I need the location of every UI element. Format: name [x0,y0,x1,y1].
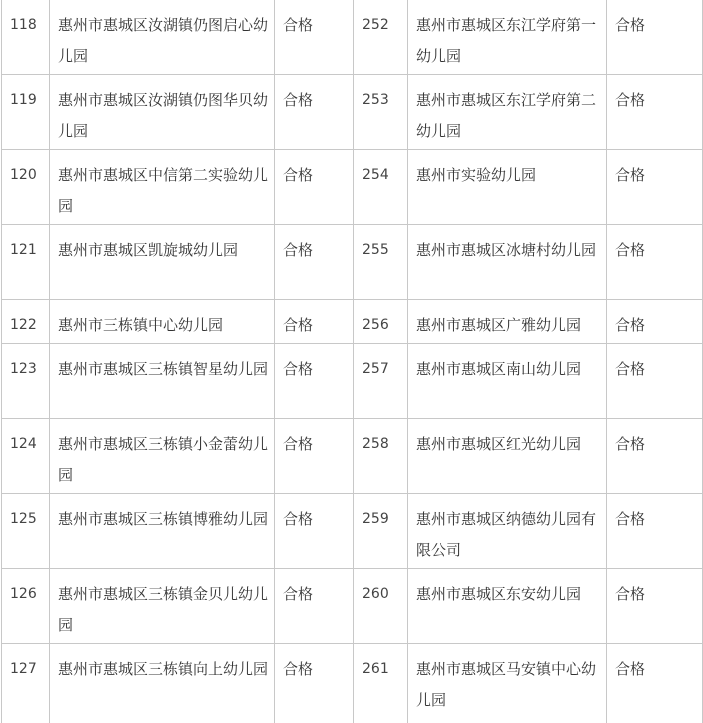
left-kindergarten-name-cell: 惠州市惠城区三栋镇博雅幼儿园 [50,494,275,569]
table-row [2,494,703,569]
left-kindergarten-name-cell: 惠州市惠城区凯旋城幼儿园 [50,225,275,300]
right-number-cell: 257 [354,344,408,419]
right-number-cell: 252 [354,0,408,75]
right-kindergarten-name-cell: 惠州市惠城区东江学府第二幼儿园 [408,75,607,150]
left-number-cell: 123 [2,344,50,419]
left-kindergarten-name-cell: 惠州市惠城区汝湖镇仍图华贝幼儿园 [50,75,275,150]
right-number-cell: 254 [354,150,408,225]
right-result-cell: 合格 [607,0,703,75]
right-kindergarten-name-cell: 惠州市惠城区马安镇中心幼儿园 [408,644,607,723]
inspection-results-table [1,0,703,723]
table-row [2,75,703,150]
right-result-cell: 合格 [607,300,703,344]
right-result-cell: 合格 [607,569,703,644]
left-result-cell: 合格 [275,344,354,419]
left-kindergarten-name-cell: 惠州市惠城区三栋镇金贝儿幼儿园 [50,569,275,644]
left-result-cell: 合格 [275,644,354,723]
table-row [2,225,703,300]
right-number-cell: 255 [354,225,408,300]
left-number-cell: 119 [2,75,50,150]
right-result-cell: 合格 [607,225,703,300]
table-row [2,644,703,723]
table-row [2,344,703,419]
right-kindergarten-name-cell: 惠州市惠城区红光幼儿园 [408,419,607,494]
right-number-cell: 259 [354,494,408,569]
right-kindergarten-name-cell: 惠州市惠城区东江学府第一幼儿园 [408,0,607,75]
left-number-cell: 127 [2,644,50,723]
right-kindergarten-name-cell: 惠州市惠城区南山幼儿园 [408,344,607,419]
left-number-cell: 124 [2,419,50,494]
left-result-cell: 合格 [275,569,354,644]
right-number-cell: 256 [354,300,408,344]
right-result-cell: 合格 [607,644,703,723]
right-kindergarten-name-cell: 惠州市惠城区东安幼儿园 [408,569,607,644]
left-number-cell: 122 [2,300,50,344]
table-row [2,150,703,225]
right-number-cell: 258 [354,419,408,494]
left-result-cell: 合格 [275,75,354,150]
left-kindergarten-name-cell: 惠州市惠城区三栋镇向上幼儿园 [50,644,275,723]
left-kindergarten-name-cell: 惠州市惠城区三栋镇智星幼儿园 [50,344,275,419]
right-kindergarten-name-cell: 惠州市惠城区冰塘村幼儿园 [408,225,607,300]
left-kindergarten-name-cell: 惠州市惠城区中信第二实验幼儿园 [50,150,275,225]
table-row [2,569,703,644]
left-number-cell: 120 [2,150,50,225]
right-number-cell: 261 [354,644,408,723]
left-result-cell: 合格 [275,225,354,300]
left-number-cell: 118 [2,0,50,75]
right-result-cell: 合格 [607,150,703,225]
table-row [2,0,703,75]
left-number-cell: 121 [2,225,50,300]
left-number-cell: 126 [2,569,50,644]
right-result-cell: 合格 [607,344,703,419]
right-number-cell: 253 [354,75,408,150]
right-kindergarten-name-cell: 惠州市实验幼儿园 [408,150,607,225]
left-kindergarten-name-cell: 惠州市三栋镇中心幼儿园 [50,300,275,344]
table-row [2,300,703,344]
left-result-cell: 合格 [275,0,354,75]
right-number-cell: 260 [354,569,408,644]
right-result-cell: 合格 [607,75,703,150]
left-number-cell: 125 [2,494,50,569]
left-kindergarten-name-cell: 惠州市惠城区汝湖镇仍图启心幼儿园 [50,0,275,75]
left-result-cell: 合格 [275,419,354,494]
right-kindergarten-name-cell: 惠州市惠城区纳德幼儿园有限公司 [408,494,607,569]
left-result-cell: 合格 [275,300,354,344]
left-kindergarten-name-cell: 惠州市惠城区三栋镇小金蕾幼儿园 [50,419,275,494]
left-result-cell: 合格 [275,150,354,225]
right-result-cell: 合格 [607,419,703,494]
left-result-cell: 合格 [275,494,354,569]
right-kindergarten-name-cell: 惠州市惠城区广雅幼儿园 [408,300,607,344]
right-result-cell: 合格 [607,494,703,569]
table-row [2,419,703,494]
